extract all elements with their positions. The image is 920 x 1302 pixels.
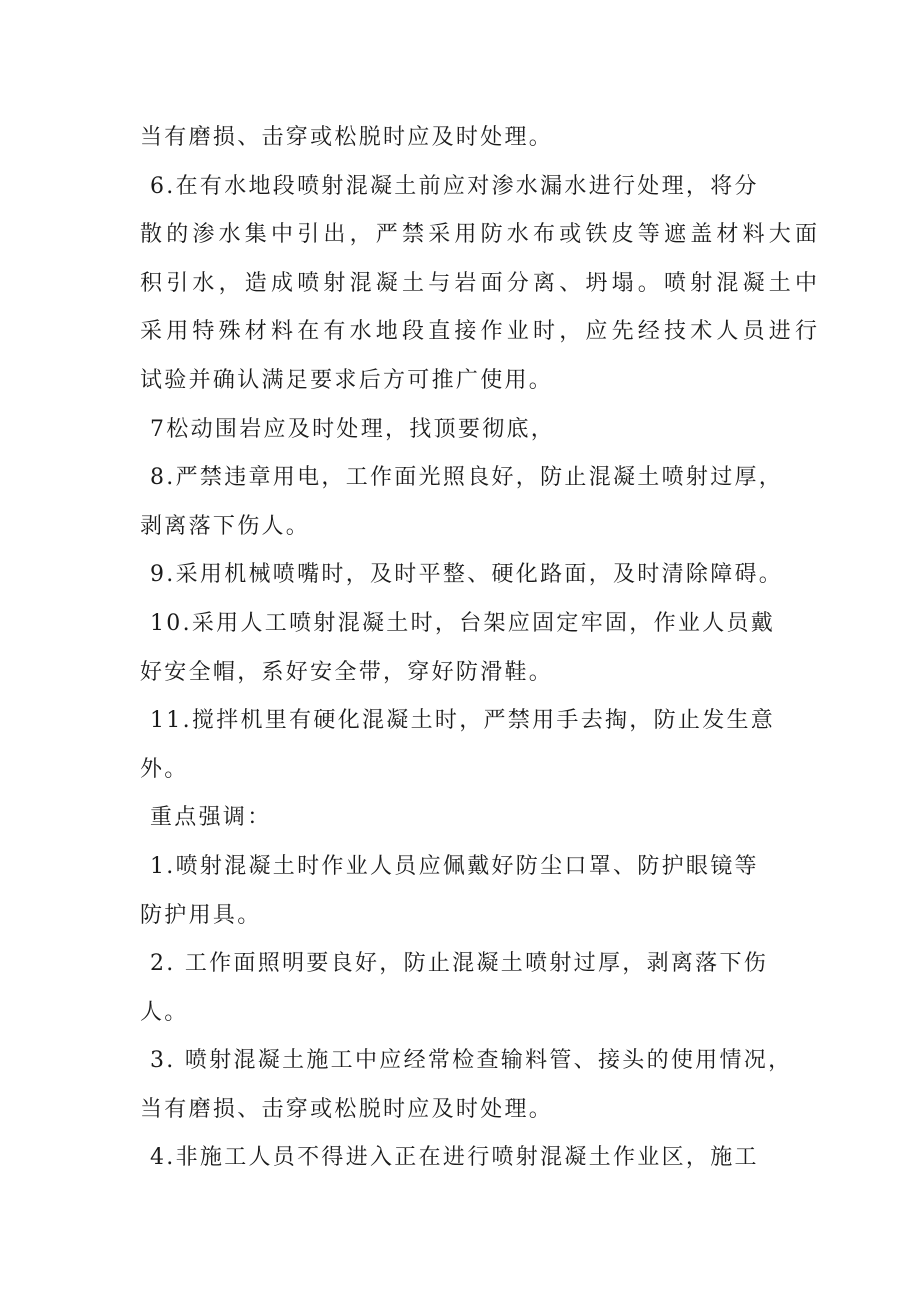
paragraph-line: 好安全帽，系好安全带，穿好防滑鞋。 bbox=[140, 659, 554, 685]
paragraph-line: 8.严禁违章用电，工作面光照良好，防止混凝土喷射过厚， bbox=[150, 465, 784, 491]
paragraph-line: 散的渗水集中引出，严禁采用防水布或铁皮等遮盖材料大面 bbox=[140, 222, 822, 248]
paragraph-line: 防护用具。 bbox=[140, 902, 262, 928]
paragraph-line: 7松动围岩应及时处理，找顶要彻底， bbox=[150, 416, 556, 442]
paragraph-line: 试验并确认满足要求后方可推广使用。 bbox=[140, 367, 554, 393]
section-heading: 重点强调： bbox=[150, 805, 272, 831]
paragraph-line: 当有磨损、击穿或松脱时应及时处理。 bbox=[140, 125, 554, 150]
paragraph-line: 4.非施工人员不得进入正在进行喷射混凝土作业区，施工 bbox=[150, 1145, 759, 1171]
paragraph-line: 1.喷射混凝土时作业人员应佩戴好防尘口罩、防护眼镜等 bbox=[150, 853, 759, 879]
paragraph-line: 剥离落下伤人。 bbox=[140, 513, 311, 539]
paragraph-line: 采用特殊材料在有水地段直接作业时，应先经技术人员进行 bbox=[140, 319, 822, 345]
paragraph-line: 11.搅拌机里有硬化混凝土时，严禁用手去掏，防止发生意 bbox=[150, 708, 776, 734]
paragraph-line: 3. 喷射混凝土施工中应经常检查输料管、接头的使用情况， bbox=[150, 1048, 793, 1074]
paragraph-line: 9.采用机械喷嘴时，及时平整、硬化路面，及时清除障碍。 bbox=[150, 562, 784, 588]
paragraph-line: 2. 工作面照明要良好，防止混凝土喷射过厚，剥离落下伤 bbox=[150, 951, 769, 977]
document-body bbox=[140, 114, 822, 1183]
paragraph-line: 积引水，造成喷射混凝土与岩面分离、坍塌。喷射混凝土中 bbox=[140, 270, 822, 296]
paragraph-line: 人。 bbox=[140, 999, 189, 1025]
paragraph-line: 10.采用人工喷射混凝土时，台架应固定牢固，作业人员戴 bbox=[150, 610, 776, 636]
paragraph-line: 当有磨损、击穿或松脱时应及时处理。 bbox=[140, 1096, 554, 1122]
paragraph-line: 6.在有水地段喷射混凝土前应对渗水漏水进行处理，将分 bbox=[150, 173, 759, 199]
paragraph-line: 外。 bbox=[140, 756, 189, 782]
